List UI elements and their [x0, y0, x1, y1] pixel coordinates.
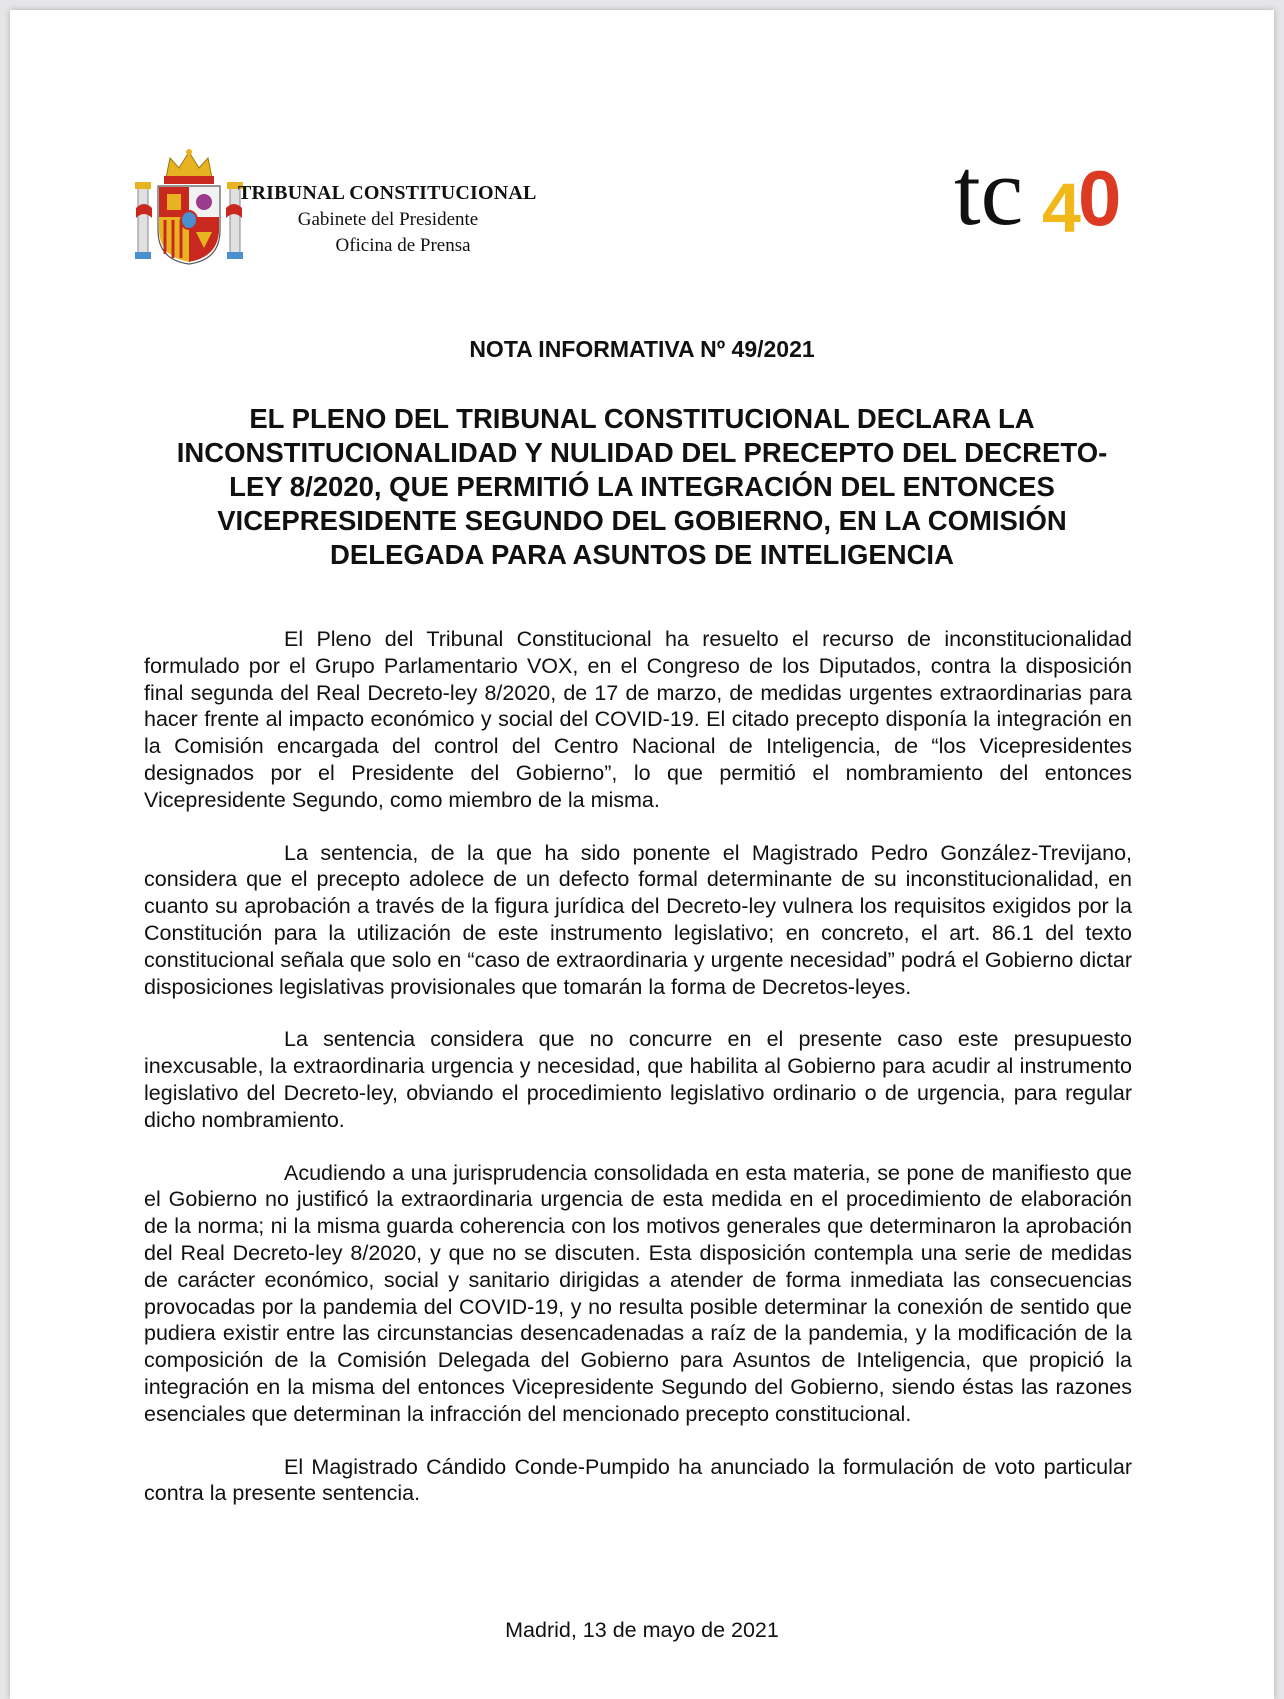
headline: EL PLENO DEL TRIBUNAL CONSTITUCIONAL DECLARA LA INCONSTITUCIONALIDAD Y NULIDAD DEL PRECEPTO DEL DECRETO-LEY 8/2020, QUE PERMITIÓ LA INTEGRACIÓN DEL ENTONCES VICEPRESIDENTE SEGUNDO DEL GOBIERNO, EN LA COMISIÓN DELEGADA PARA ASUNTOS DE INTELIGENCIA: [176, 403, 1108, 570]
office-line-1: Gabinete del Presidente: [297, 209, 479, 230]
document-page: [10, 10, 1274, 1699]
logo-letters: tc: [954, 152, 1024, 245]
paragraph: La sentencia, de la que ha sido ponente el Magistrado Pedro González-Trevijano, considera que el precepto adolece de un defecto formal determinante de su inconstitucionalidad, en cuanto su aprobación a través de la figura jurídica del Decreto-ley vulnera los requisitos exigidos por la Constitución para la utilización de este instrumento legislativo; en concreto, el art. 86.1 del texto constitucional señala que solo en “caso de extraordinaria y urgente necesidad” podrá el Gobierno dictar disposiciones legislativas provisionales que tomarán la forma de Decretos-leyes.: [144, 840, 1132, 999]
institution-block: [238, 182, 568, 257]
logo-digit-0: 0: [1078, 154, 1122, 242]
note-number: NOTA INFORMATIVA Nº 49/2021: [469, 336, 815, 362]
paragraph: La sentencia considera que no concurre en el presente caso este presupuesto inexcusable, la extraordinaria urgencia y necesidad, que habilita al Gobierno para acudir al instrumento legislativo del Decreto-ley, obviando el procedimiento legislativo ordinario o de urgencia, para regular dicho nombramiento.: [144, 1027, 1132, 1132]
tc40-logo: [954, 152, 1154, 252]
paragraph: Acudiendo a una jurisprudencia consolidada en esta materia, se pone de manifiesto que el Gobierno no justificó la extraordinaria urgencia de esta medida en el procedimiento de elaboración de la norma; ni la misma guarda coherencia con los motivos generales que determinaron la aprobación del Real Decreto-ley 8/2020, y que no se discuten. Esta disposición contempla una serie de medidas de carácter económico, social y sanitario dirigidas a atender de forma inmediata las consecuencias provocadas por la pandemia del COVID-19, y no resulta posible determinar la conexión de sentido que pudiera existir entre las circunstancias desencadenadas a raíz de la pandemia, y la modificación de la composición de la Comisión Delegada del Gobierno para Asuntos de Inteligencia, que propició la integración en la misma del entonces Vicepresidente Segundo del Gobierno, siendo éstas las razones esenciales que determinan la infracción del mencionado precepto constitucional.: [144, 1160, 1132, 1426]
body-text: [144, 626, 1132, 1533]
paragraph: El Magistrado Cándido Conde-Pumpido ha anunciado la formulación de voto particular contra la presente sentencia.: [144, 1454, 1132, 1506]
letterhead: [10, 10, 1274, 310]
date-line: Madrid, 13 de mayo de 2021: [505, 1618, 779, 1642]
paragraph: El Pleno del Tribunal Constitucional ha resuelto el recurso de inconstitucionalidad formulado por el Grupo Parlamentario VOX, en el Congreso de los Diputados, contra la disposición final segunda del Real Decreto-ley 8/2020, de 17 de marzo, de medidas urgentes extraordinarias para hacer frente al impacto económico y social del COVID-19. El citado precepto disponía la integración en la Comisión encargada del control del Centro Nacional de Inteligencia, de “los Vicepresidentes designados por el Presidente del Gobierno”, lo que permitió el nombramiento del entonces Vicepresidente Segundo, como miembro de la misma.: [144, 627, 1132, 812]
institution-name: TRIBUNAL CONSTITUCIONAL: [238, 182, 537, 204]
office-line-2: Oficina de Prensa: [335, 235, 471, 256]
coat-of-arms-icon: [134, 148, 244, 266]
logo-digit-4: 4: [1042, 169, 1081, 247]
